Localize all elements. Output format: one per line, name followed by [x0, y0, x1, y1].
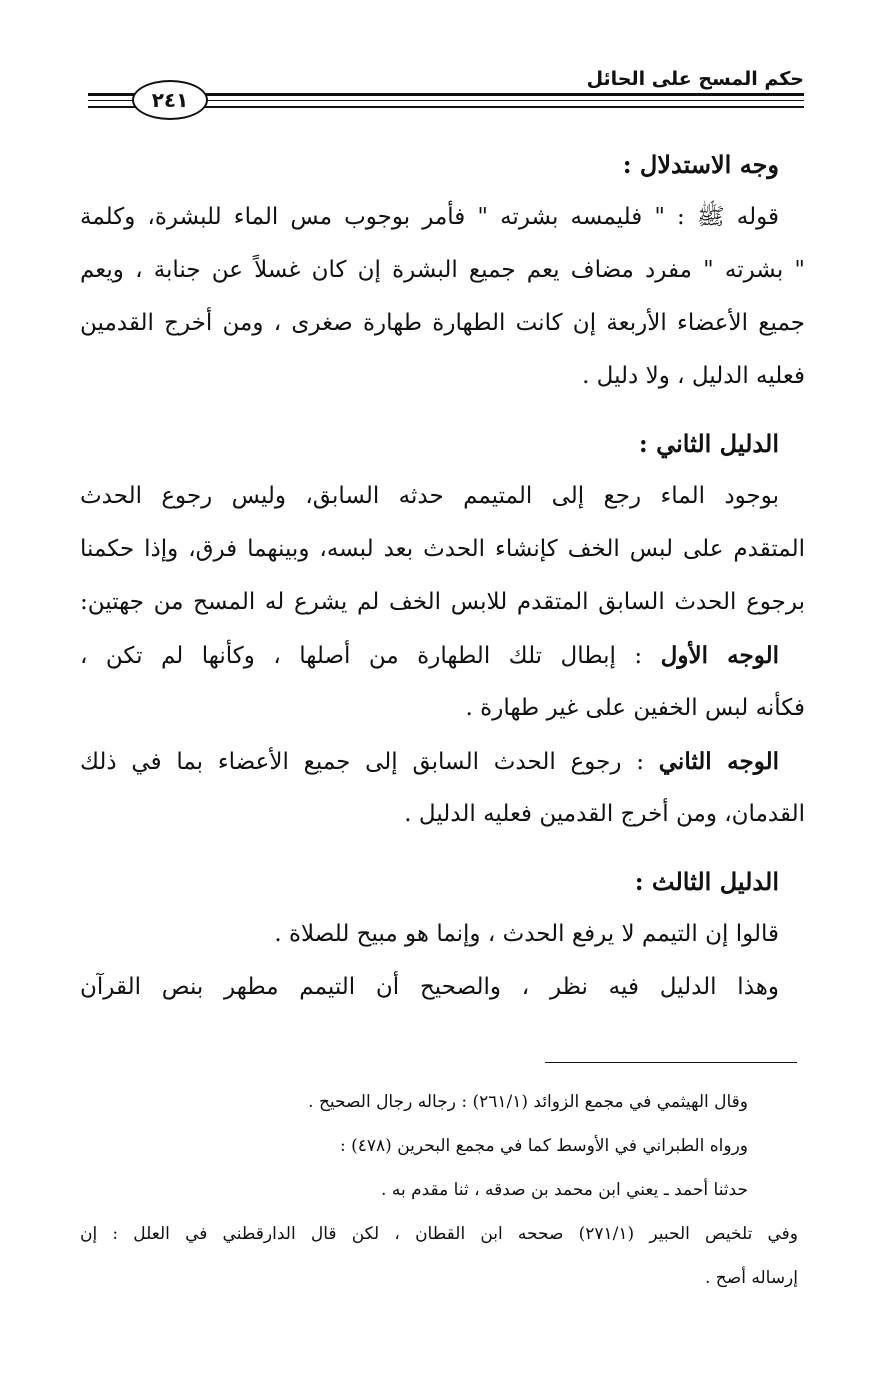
footnote-line: وقال الهيثمي في مجمع الزوائد (٢٦١/١) : رجاله رجال الصحيح . — [308, 1092, 748, 1112]
aspect-two-text: : رجوع الحدث السابق إلى جميع الأعضاء بما في ذلك — [80, 749, 659, 775]
paragraph-line: جميع الأعضاء الأربعة إن كانت الطهارة طهارة صغرى ، ومن أخرج القدمين — [80, 310, 805, 336]
paragraph-line: المتقدم على لبس الخف كإنشاء الحدث بعد لبسه، وبينهما فرق، وإذا حكمنا — [80, 536, 805, 562]
page-header — [88, 62, 804, 118]
footnote-line: إرساله أصح . — [705, 1268, 798, 1288]
footnote-line: حدثنا أحمد ـ يعني ابن محمد بن صدقه ، ثنا مقدم به . — [381, 1180, 748, 1200]
aspect-one-line — [80, 629, 805, 682]
footnotes — [80, 1080, 798, 1300]
paragraph-line: فعليه الدليل ، ولا دليل . — [582, 363, 805, 389]
paragraph-line: وهذا الدليل فيه نظر ، والصحيح أن التيمم مطهر بنص القرآن — [80, 974, 779, 1000]
paragraph-line: بوجود الماء رجع إلى المتيمم حدثه السابق، وليس رجوع الحدث — [80, 483, 779, 509]
running-title: حكم المسح على الحائل — [586, 68, 804, 90]
section-heading-inference: وجه الاستدلال : — [622, 150, 779, 179]
aspect-one-label: الوجه الأول — [660, 642, 779, 669]
aspect-two-label: الوجه الثاني — [658, 748, 779, 775]
footnote-line: ورواه الطبراني في الأوسط كما في مجمع البحرين (٤٧٨) : — [340, 1136, 748, 1156]
spacer — [80, 403, 805, 417]
footnote-separator — [545, 1062, 797, 1063]
paragraph-line: قوله ﷺ : " فليمسه بشرته " فأمر بوجوب مس الماء للبشرة، وكلمة — [80, 204, 779, 230]
paragraph-line: قالوا إن التيمم لا يرفع الحدث ، وإنما هو مبيح للصلاة . — [274, 921, 779, 947]
aspect-two-line — [80, 735, 805, 788]
paragraph-line: القدمان، ومن أخرج القدمين فعليه الدليل . — [404, 801, 805, 827]
spacer — [80, 841, 805, 855]
aspect-one-text: : إبطال تلك الطهارة من أصلها ، وكأنها لم تكن ، — [80, 643, 661, 669]
section-heading-third-evidence: الدليل الثالث : — [634, 867, 779, 896]
section-heading-second-evidence: الدليل الثاني : — [638, 429, 779, 458]
paragraph-line: فكأنه لبس الخفين على غير طهارة . — [465, 695, 805, 721]
footnote-line: وفي تلخيص الحبير (٢٧١/١) صححه ابن القطان ، لكن قال الدارقطني في العلل : إن — [80, 1224, 798, 1244]
page-number: ٢٤١ — [132, 80, 208, 120]
paragraph-line: برجوع الحدث السابق المتقدم للابس الخف لم يشرع له المسح من جهتين: — [80, 589, 805, 615]
main-text — [80, 138, 805, 1014]
paragraph-line: " بشرته " مفرد مضاف يعم جميع البشرة إن كان غسلاً عن جنابة ، ويعم — [80, 257, 805, 283]
